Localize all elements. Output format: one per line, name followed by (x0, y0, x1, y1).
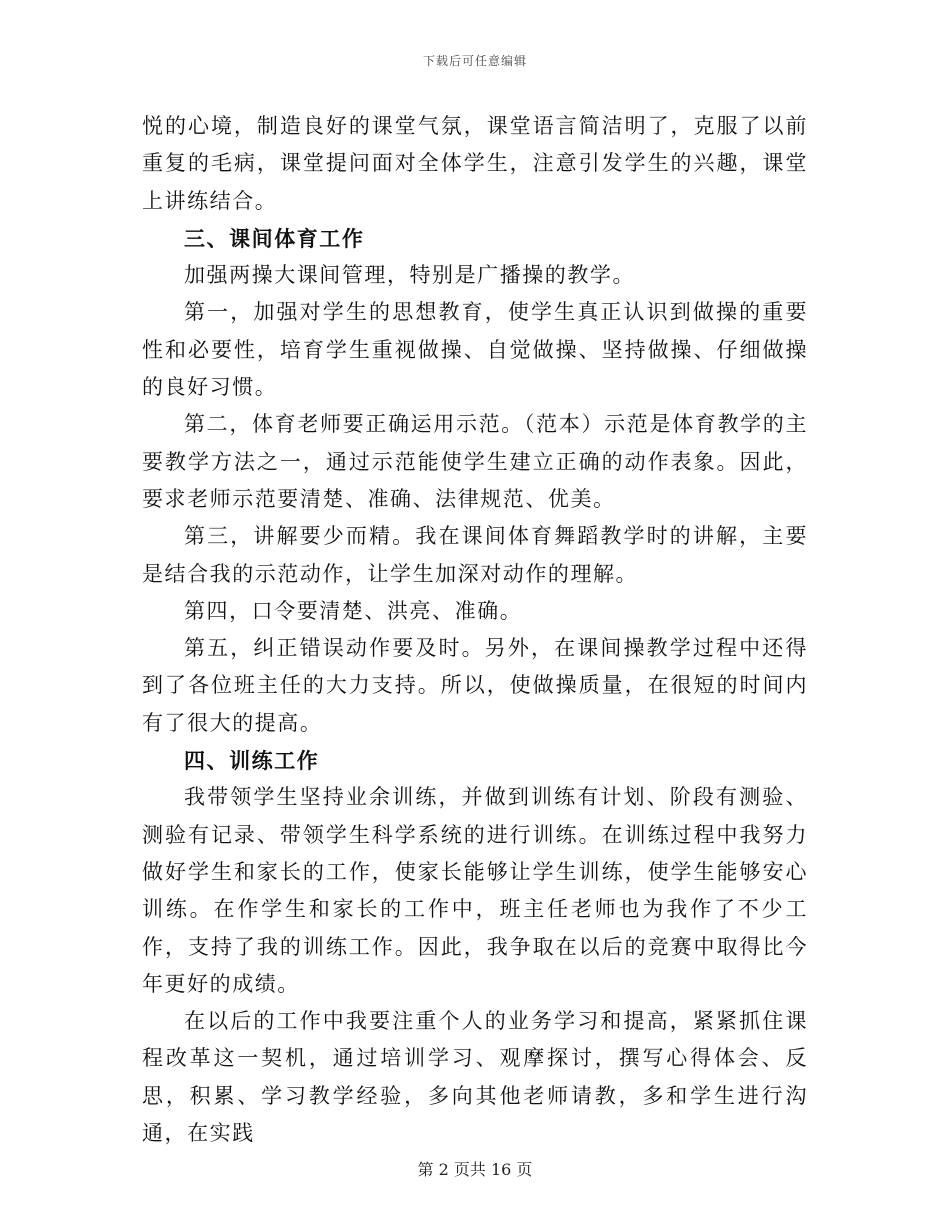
section-heading-4: 四、训练工作 (184, 748, 320, 774)
paragraph-continuation: 悦的心境，制造良好的课堂气氛，课堂语言简洁明了，克服了以前重复的毛病，课堂提问面对全体学生，注意引发学生的兴趣，课堂上讲练结合。 (142, 114, 808, 213)
paragraph: 加强两操大课间管理，特别是广播操的教学。 (184, 263, 635, 288)
paragraph: 第三，讲解要少而精。我在课间体育舞蹈教学时的讲解，主要是结合我的示范动作，让学生加深对动作的理解。 (142, 524, 808, 586)
section-heading-3: 三、课间体育工作 (184, 225, 365, 251)
paragraph: 第五，纠正错误动作要及时。另外，在课间操教学过程中还得到了各位班主任的大力支持。所以，使做操质量，在很短的时间内有了很大的提高。 (142, 636, 808, 735)
paragraph: 在以后的工作中我要注重个人的业务学习和提高，紧紧抓住课程改革这一契机，通过培训学习、观摩探讨，撰写心得体会、反思，积累、学习教学经验，多向其他老师请教，多和学生进行沟通，在实践 (142, 1009, 808, 1146)
page-footer: 第 2 页共 16 页 (417, 1160, 533, 1179)
document-body (142, 108, 808, 1152)
paragraph: 第一，加强对学生的思想教育，使学生真正认识到做操的重要性和必要性，培育学生重视做操、自觉做操、坚持做操、仔细做操的良好习惯。 (142, 300, 808, 400)
page-header: 下载后可任意编辑 (422, 54, 527, 68)
paragraph: 第四，口令要清楚、洪亮、准确。 (184, 598, 523, 623)
paragraph: 我带领学生坚持业余训练，并做到训练有计划、阶段有测验、测验有记录、带领学生科学系统的进行训练。在训练过程中我努力做好学生和家长的工作，使家长能够让学生训练，使学生能够安心训练。在作学生和家长的工作中，班主任老师也为我作了不少工作，支持了我的训练工作。因此，我争取在以后的竞赛中取得比今年更好的成绩。 (142, 785, 808, 996)
paragraph: 第二，体育老师要正确运用示范。（范本）示范是体育教学的主要教学方法之一，通过示范能使学生建立正确的动作表象。因此，要求老师示范要清楚、准确、法律规范、优美。 (142, 412, 808, 511)
